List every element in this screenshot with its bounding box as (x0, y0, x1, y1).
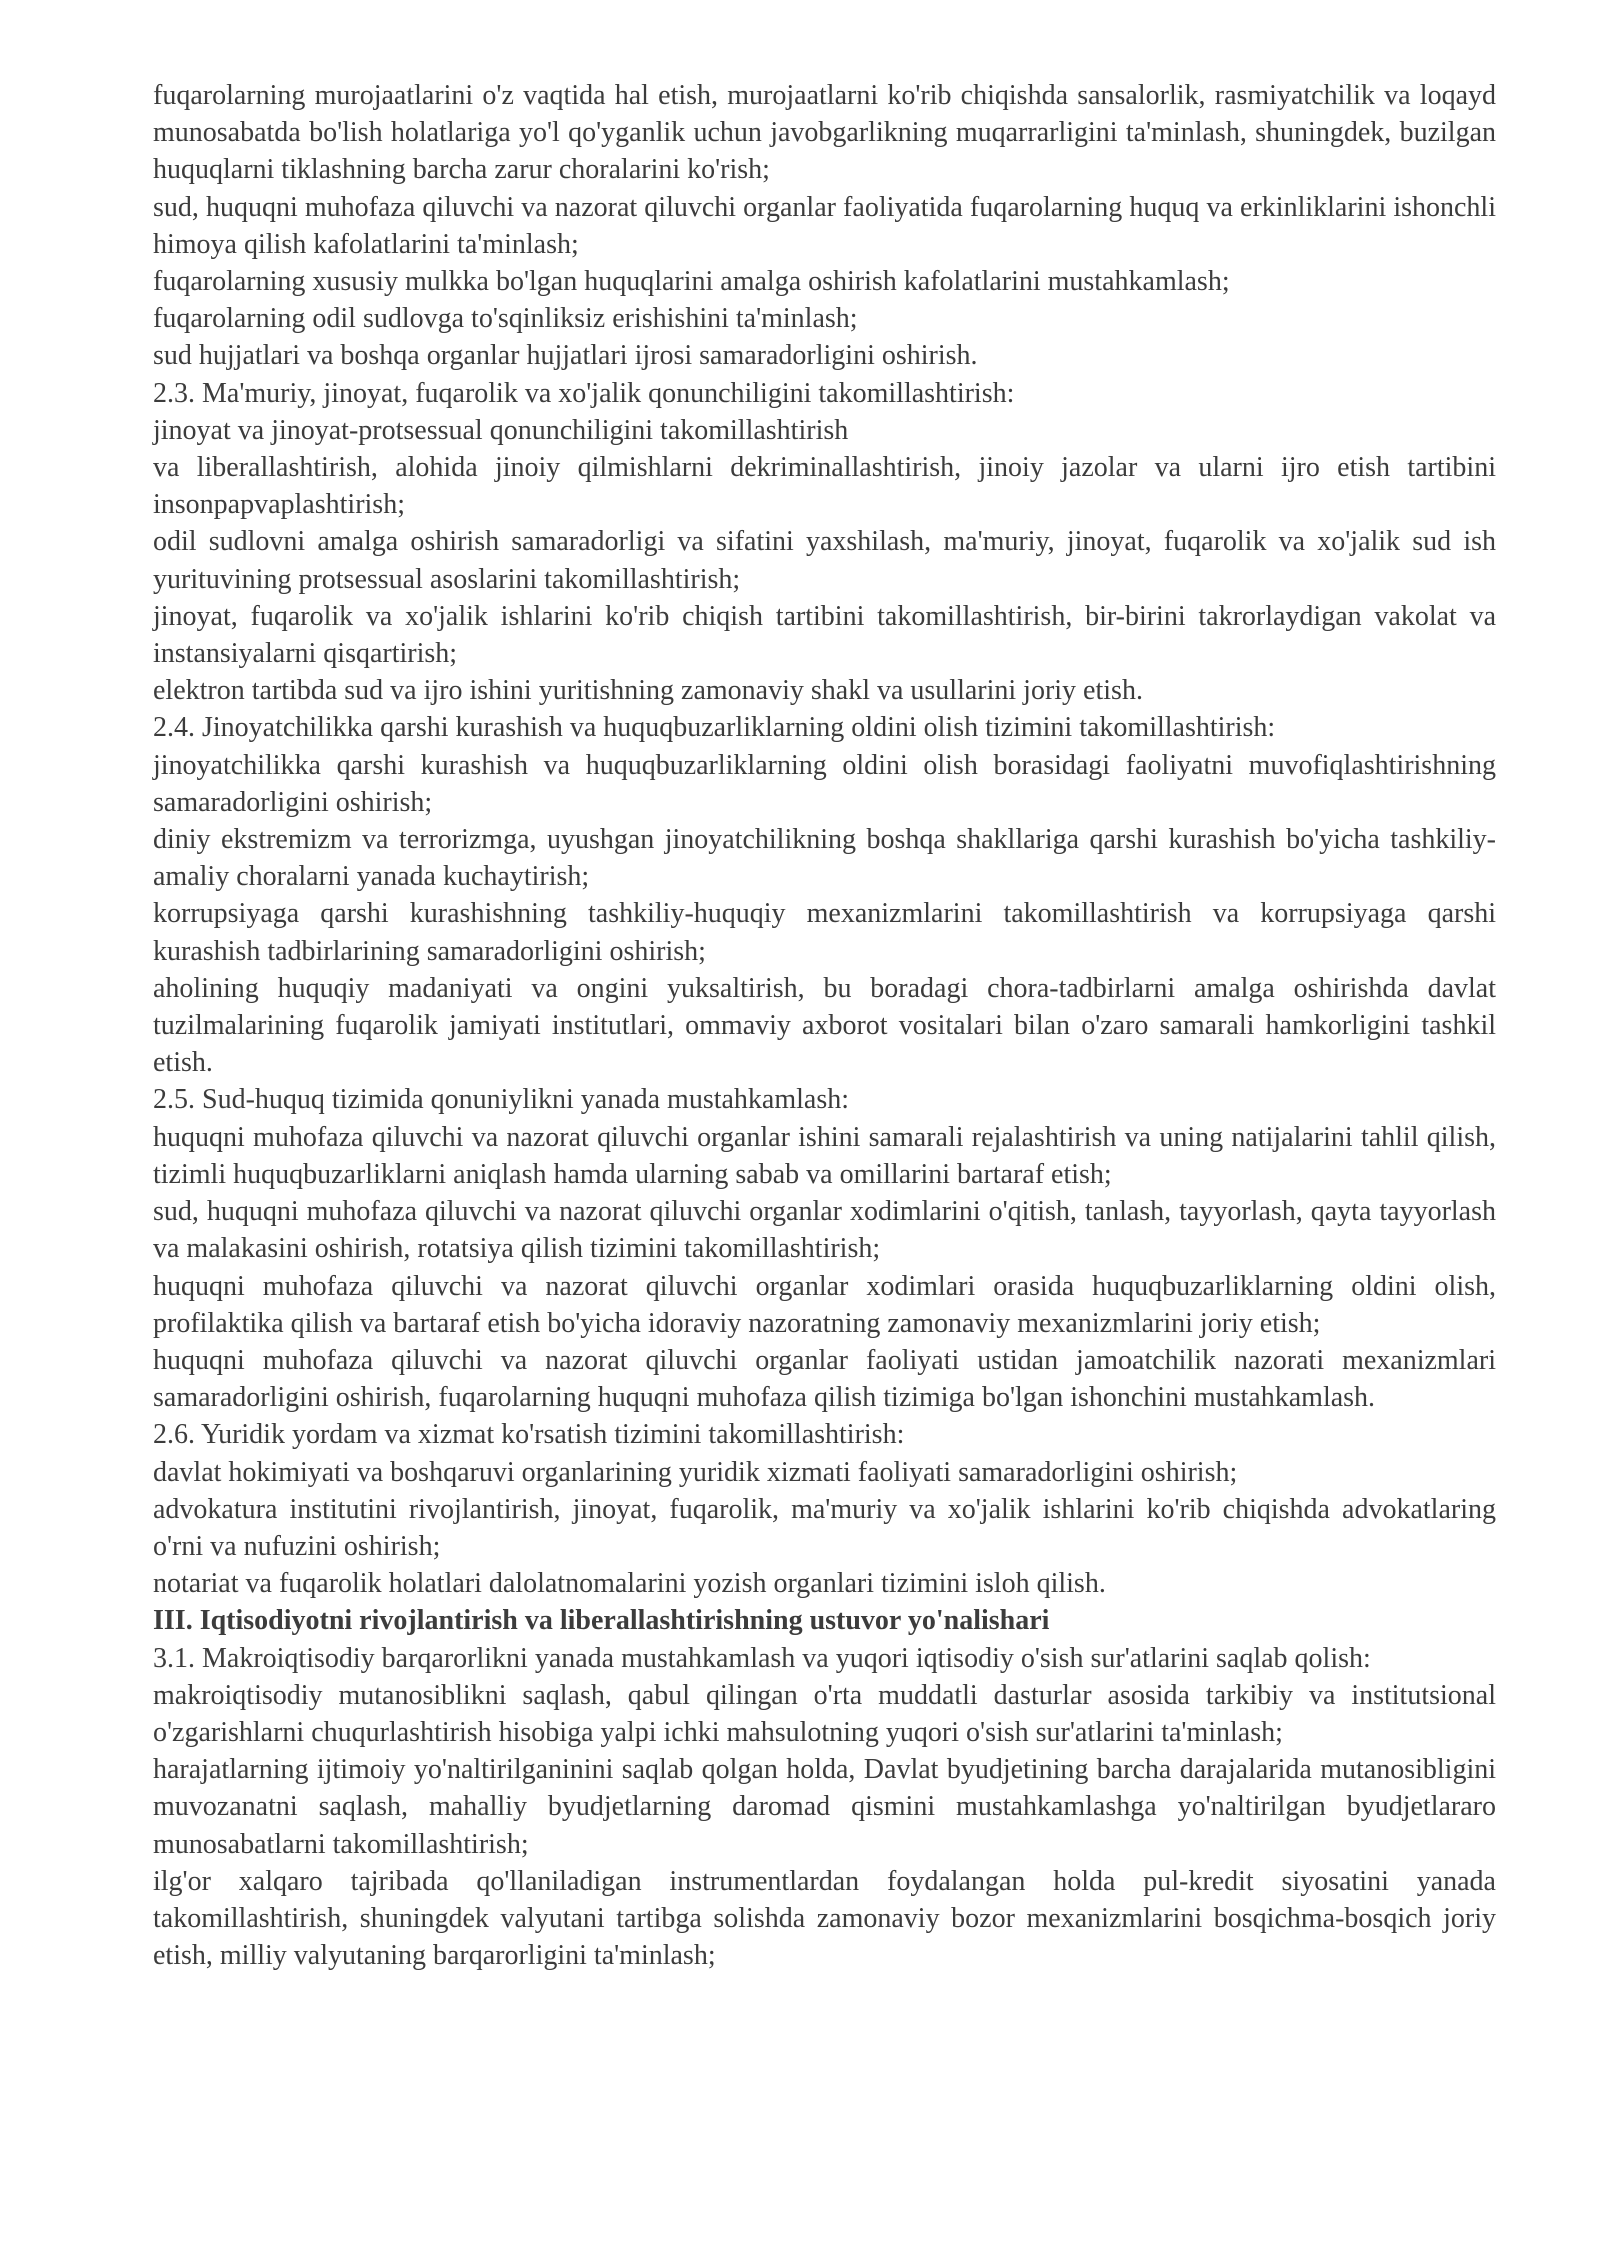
paragraph: 2.3. Ma'muriy, jinoyat, fuqarolik va xo'jalik qonunchiligini takomillashtirish: (153, 377, 1015, 409)
paragraph: davlat hokimiyati va boshqaruvi organlarining yuridik xizmati faoliyati samaradorligini oshirish; (153, 1456, 1238, 1488)
paragraph: sud hujjatlari va boshqa organlar hujjatlari ijrosi samaradorligini oshirish. (153, 340, 978, 372)
paragraph: 2.4. Jinoyatchilikka qarshi kurashish va huquqbuzarliklarning oldini olish tizimini takomillashtirish: (153, 712, 1276, 744)
paragraph: korrupsiyaga qarshi kurashishning tashkiliy-huquqiy mexanizmlarini takomillashtirish va korrupsiyaga qarshi kurashish tadbirlarining samaradorligini oshirish; (153, 898, 1496, 967)
paragraph: va liberallashtirish, alohida jinoiy qilmishlarni dekriminallashtirish, jinoiy jazolar va ularni ijro etish tartibini insonpapvaplashtirish; (153, 452, 1496, 521)
paragraph: fuqarolarning murojaatlarini o'z vaqtida hal etish, murojaatlarni ko'rib chiqishda sansalorlik, rasmiyatchilik va loqayd munosabatda bo'lish holatlariga yo'l qo'yganlik uchun javobgarlikning muqarrarligini ta'minlash, shuningdek, buzilgan huquqlarni tiklashning barcha zarur choralarini ko'rish; (153, 80, 1496, 186)
paragraph: 2.5. Sud-huquq tizimida qonuniylikni yanada mustahkamlash: (153, 1084, 850, 1116)
paragraph: makroiqtisodiy mutanosiblikni saqlash, qabul qilingan o'rta muddatli dasturlar asosida tarkibiy va institutsional o'zgarishlarni chuqurlashtirish hisobiga yalpi ichki mahsulotning yuqori o'sish sur'atlarini ta'minlash; (153, 1679, 1496, 1748)
paragraph: aholining huquqiy madaniyati va ongini yuksaltirish, bu boradagi chora-tadbirlarni amalga oshirishda davlat tuzilmalarining fuqarolik jamiyati institutlari, ommaviy axborot vositalari bilan o'zaro samarali hamkorligini tashkil etish. (153, 972, 1496, 1079)
paragraph: 3.1. Makroiqtisodiy barqarorlikni yanada mustahkamlash va yuqori iqtisodiy o'sish sur'atlarini saqlab qolish: (153, 1642, 1371, 1674)
paragraph: fuqarolarning odil sudlovga to'sqinliksiz erishishini ta'minlash; (153, 303, 858, 335)
paragraph: huquqni muhofaza qiluvchi va nazorat qiluvchi organlar xodimlari orasida huquqbuzarliklarning oldini olish, profilaktika qilish va bartaraf etish bo'yicha idoraviy nazoratning zamonaviy mexanizmlarini joriy etish; (153, 1270, 1496, 1339)
paragraph: advokatura institutini rivojlantirish, jinoyat, fuqarolik, ma'muriy va xo'jalik ishlarini ko'rib chiqishda advokatlaring o'rni va nufuzini oshirish; (153, 1493, 1496, 1562)
paragraph: notariat va fuqarolik holatlari dalolatnomalarini yozish organlari tizimini isloh qilish. (153, 1568, 1106, 1600)
paragraph: jinoyat, fuqarolik va xo'jalik ishlarini ko'rib chiqish tartibini takomillashtirish, bir-birini takrorlaydigan vakolat va instansiyalarni qisqartirish; (153, 600, 1496, 670)
paragraph: jinoyatchilikka qarshi kurashish va huquqbuzarliklarning oldini olish borasidagi faoliyatni muvofiqlashtirishning samaradorligini oshirish; (153, 749, 1496, 818)
paragraph: fuqarolarning xususiy mulkka bo'lgan huquqlarini amalga oshirish kafolatlarini mustahkamlash; (153, 266, 1230, 298)
paragraph: elektron tartibda sud va ijro ishini yuritishning zamonaviy shakl va usullarini joriy etish. (153, 675, 1143, 707)
paragraph: ilg'or xalqaro tajribada qo'llaniladigan instrumentlardan foydalangan holda pul-kredit siyosatini yanada takomillashtirish, shuningdek valyutani tartibga solishda zamonaviy bozor mexanizmlarini bosqichma-bosqich joriy etish, milliy valyutaning barqarorligini ta'minlash; (153, 1865, 1496, 1972)
paragraph: harajatlarning ijtimoiy yo'naltirilganinini saqlab qolgan holda, Davlat byudjetining barcha darajalarida mutanosibligini muvozanatni saqlash, mahalliy byudjetlarning daromad qismini mustahkamlashga yo'naltirilgan byudjetlararo munosabatlarni takomillashtirish; (153, 1754, 1496, 1860)
paragraph: sud, huquqni muhofaza qiluvchi va nazorat qiluvchi organlar faoliyatida fuqarolarning huquq va erkinliklarini ishonchli himoya qilish kafolatlarini ta'minlash; (153, 191, 1496, 260)
paragraph: huquqni muhofaza qiluvchi va nazorat qiluvchi organlar faoliyati ustidan jamoatchilik nazorati mexanizmlari samaradorligini oshirish, fuqarolarning huquqni muhofaza qilish tizimiga bo'lgan ishonchini mustahkamlash. (153, 1344, 1496, 1414)
paragraph: huquqni muhofaza qiluvchi va nazorat qiluvchi organlar ishini samarali rejalashtirish va uning natijalarini tahlil qilish, tizimli huquqbuzarliklarni aniqlash hamda ularning sabab va omillarini bartaraf etish; (153, 1121, 1496, 1190)
paragraph: jinoyat va jinoyat-protsessual qonunchiligini takomillashtirish (153, 414, 849, 446)
paragraph: 2.6. Yuridik yordam va xizmat ko'rsatish tizimini takomillashtirish: (153, 1419, 905, 1451)
section-heading: III. Iqtisodiyotni rivojlantirish va liberallashtirishning ustuvor yo'nalishari (153, 1605, 1050, 1637)
paragraph: odil sudlovni amalga oshirish samaradorligi va sifatini yaxshilash, ma'muriy, jinoyat, fuqarolik va xo'jalik sud ish yurituvining protsessual asoslarini takomillashtirish; (153, 526, 1496, 595)
paragraph: sud, huquqni muhofaza qiluvchi va nazorat qiluvchi organlar xodimlarini o'qitish, tanlash, tayyorlash, qayta tayyorlash va malakasini oshirish, rotatsiya qilish tizimini takomillashtirish; (153, 1196, 1496, 1265)
paragraph: diniy ekstremizm va terrorizmga, uyushgan jinoyatchilikning boshqa shakllariga qarshi kurashish bo'yicha tashkiliy-amaliy choralarni yanada kuchaytirish; (153, 824, 1496, 893)
document-body (153, 77, 1496, 1974)
